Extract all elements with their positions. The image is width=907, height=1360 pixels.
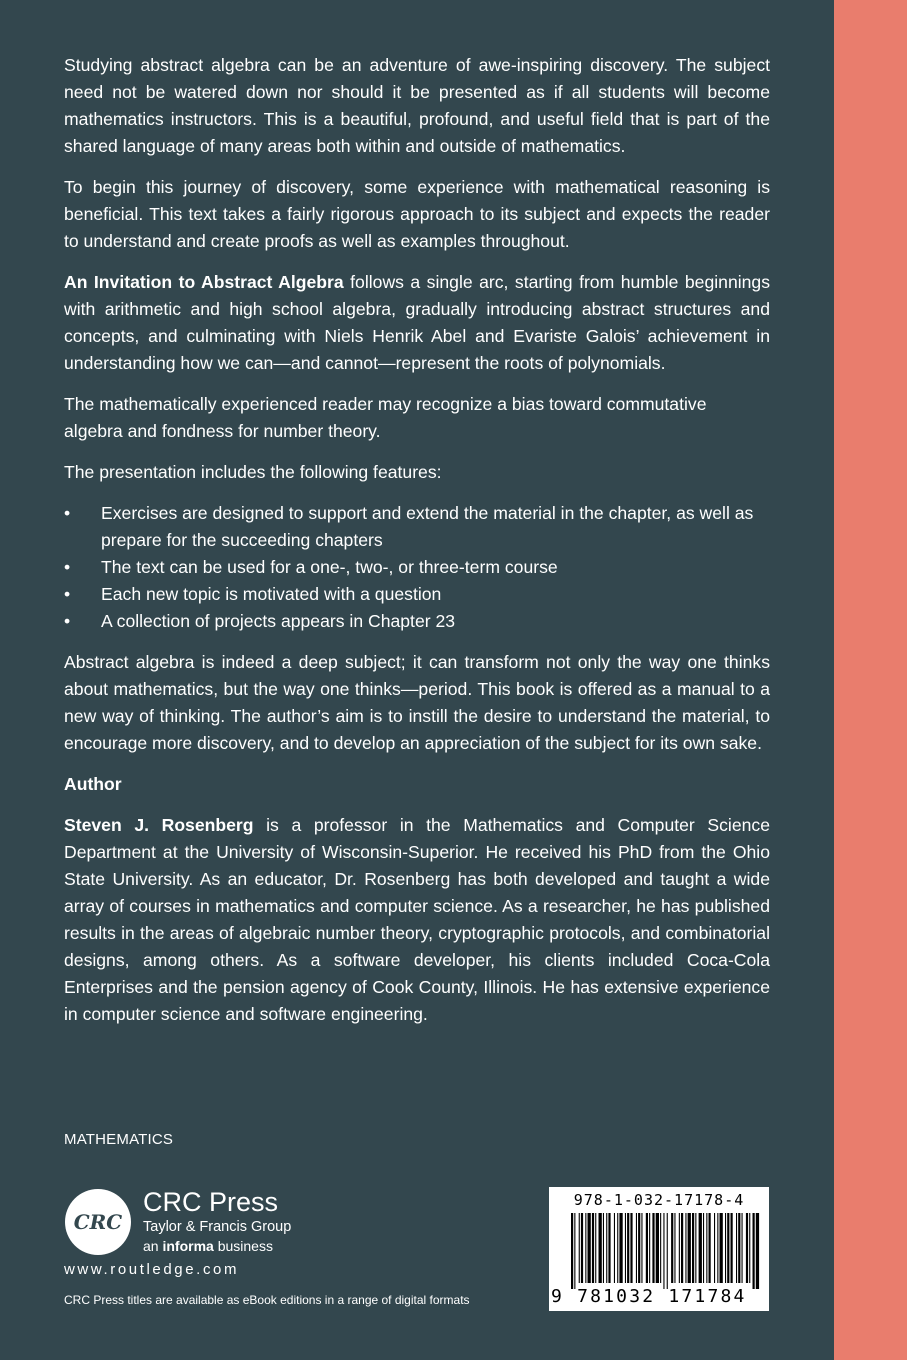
barcode-bar: [749, 1213, 750, 1283]
author-bio-text: is a professor in the Mathematics and Computer Science Department at the University of Wisconsin-Superior. He received his PhD from the Ohio State University. As an educator, Dr. Rosenberg has both developed and taught a wide array of courses in mathematics and computer science. As a researcher, he has published results in the areas of algebraic number theory, cryptographic protocols, and combinatorial designs, among others. As a software developer, his clients included Coca-Cola Enterprises and the pension agency of Cook County, Illinois. He has extensive experience in computer science and software engineering.: [64, 815, 770, 1024]
spine-strip: [834, 0, 907, 1360]
bullet-icon: •: [64, 557, 71, 577]
barcode-bar: [738, 1213, 740, 1283]
barcode-bar: [756, 1213, 759, 1289]
crc-logo-text: CRC: [73, 1210, 123, 1234]
barcode-bar: [656, 1213, 659, 1283]
ebook-note: CRC Press titles are available as eBook editions in a range of digital formats: [64, 1293, 470, 1307]
barcode-digits: 9 781032 171784: [551, 1286, 747, 1307]
bullet-icon: •: [64, 503, 71, 523]
barcode-bar: [679, 1213, 680, 1283]
isbn-text: 978-1-032-17178-4: [573, 1191, 745, 1209]
paragraph-intro: Studying abstract algebra can be an adventure of awe-inspiring discovery. The subject need not be watered down nor should it be presented as if all students will become mathematics instructors. This is a beautiful, profound, and useful field that is part of the shared language of many areas both within and outside of mathematics.: [64, 55, 770, 156]
barcode-bar: [688, 1213, 691, 1283]
publisher-name: CRC Press: [143, 1187, 279, 1217]
back-cover-text: [64, 52, 770, 1042]
barcode-bar: [685, 1213, 686, 1283]
author-bio: [64, 812, 770, 1028]
barcode-bar: [731, 1213, 733, 1283]
barcode-bar: [681, 1213, 683, 1283]
publisher-group: Taylor & Francis Group: [143, 1219, 292, 1235]
author-heading: Author: [64, 774, 122, 794]
barcode-bar: [608, 1213, 610, 1283]
barcode-bar: [667, 1213, 668, 1289]
barcode-bar: [660, 1213, 661, 1283]
features-list: [64, 500, 770, 635]
barcode-bar: [714, 1213, 715, 1283]
barcode-bar: [727, 1213, 729, 1283]
barcode-bar: [595, 1213, 596, 1283]
barcode-bar: [671, 1213, 673, 1283]
barcode-bar: [625, 1213, 626, 1283]
publisher-block: [143, 1186, 291, 1256]
barcode-bar: [592, 1213, 594, 1283]
barcode-bar: [736, 1213, 737, 1283]
barcode-bar: [706, 1213, 707, 1283]
barcode-bar: [619, 1213, 622, 1283]
barcode-bar: [720, 1213, 723, 1283]
barcode-bar: [599, 1213, 602, 1283]
barcode-bar: [614, 1213, 615, 1283]
book-title: An Invitation to Abstract Algebra: [64, 272, 344, 292]
paragraph-features-intro: The presentation includes the following features:: [64, 462, 442, 482]
barcode: [549, 1187, 769, 1311]
barcode-bar: [581, 1213, 583, 1283]
barcode-bar: [695, 1213, 696, 1283]
barcode-bar: [753, 1213, 755, 1289]
barcode-bar: [703, 1213, 704, 1283]
paragraph-arc-text: follows a single arc, starting from humble beginnings with arithmetic and high school algebra, gradually introducing abstract structures and concepts, and culminating with Niels Henrik Abel and Evariste Galois’ achievement in understanding how we can—and cannot—represent the roots of polynomials.: [64, 272, 770, 373]
barcode-bar: [630, 1213, 632, 1283]
list-item: • Exercises are designed to support and extend the material in the chapter, as well as prepare for the succeeding chapters: [64, 500, 770, 554]
paragraph-bias: The mathematically experienced reader may recognize a bias toward commutative algebra and fondness for number theory.: [64, 394, 707, 441]
bullet-icon: •: [64, 584, 71, 604]
barcode-bar: [638, 1213, 640, 1283]
barcode-bar: [585, 1213, 586, 1283]
paragraph-journey: To begin this journey of discovery, some experience with mathematical reasoning is beneficial. This text takes a fairly rigorous approach to its subject and expects the reader to understand and create proofs as well as examples throughout.: [64, 177, 770, 251]
paragraph-deep-subject: Abstract algebra is indeed a deep subject; it can transform not only the way one thinks about mathematics, but the way one thinks—period. This book is offered as a manual to a new way of thinking. The author’s aim is to instill the desire to understand the material, to encourage more discovery, and to develop an appreciation of the subject for its own sake.: [64, 652, 770, 753]
barcode-bar: [574, 1213, 575, 1289]
barcode-bar: [649, 1213, 650, 1283]
barcode-bar: [606, 1213, 607, 1283]
barcode-bar: [627, 1213, 629, 1283]
list-item: • Each new topic is motivated with a question: [64, 581, 770, 608]
bullet-icon: •: [64, 611, 71, 631]
category-label: MATHEMATICS: [64, 1131, 174, 1148]
barcode-bar: [717, 1213, 718, 1283]
barcode-bar: [652, 1213, 654, 1283]
website-link[interactable]: www.routledge.com: [64, 1261, 240, 1278]
barcode-bar: [579, 1213, 580, 1283]
barcode-bar: [709, 1213, 711, 1283]
barcode-bar: [674, 1213, 675, 1283]
barcode-bar: [692, 1213, 694, 1283]
list-item: • The text can be used for a one-, two-, or three-term course: [64, 554, 770, 581]
barcode-bar: [636, 1213, 637, 1283]
author-name: Steven J. Rosenberg: [64, 815, 254, 835]
barcode-bar: [699, 1213, 702, 1283]
crc-logo-icon: [64, 1188, 132, 1256]
barcode-bar: [603, 1213, 604, 1283]
informa-line: an informa business: [143, 1238, 273, 1254]
barcode-bar: [742, 1213, 743, 1283]
barcode-bar: [646, 1213, 648, 1283]
barcode-bar: [746, 1213, 748, 1283]
barcode-bar: [617, 1213, 618, 1283]
paragraph-arc: [64, 269, 770, 377]
barcode-bar: [725, 1213, 726, 1283]
barcode-bar: [588, 1213, 591, 1283]
barcode-bar: [571, 1213, 573, 1289]
barcode-bar: [663, 1213, 664, 1289]
list-item: • A collection of projects appears in Chapter 23: [64, 608, 770, 635]
barcode-bar: [641, 1213, 642, 1283]
